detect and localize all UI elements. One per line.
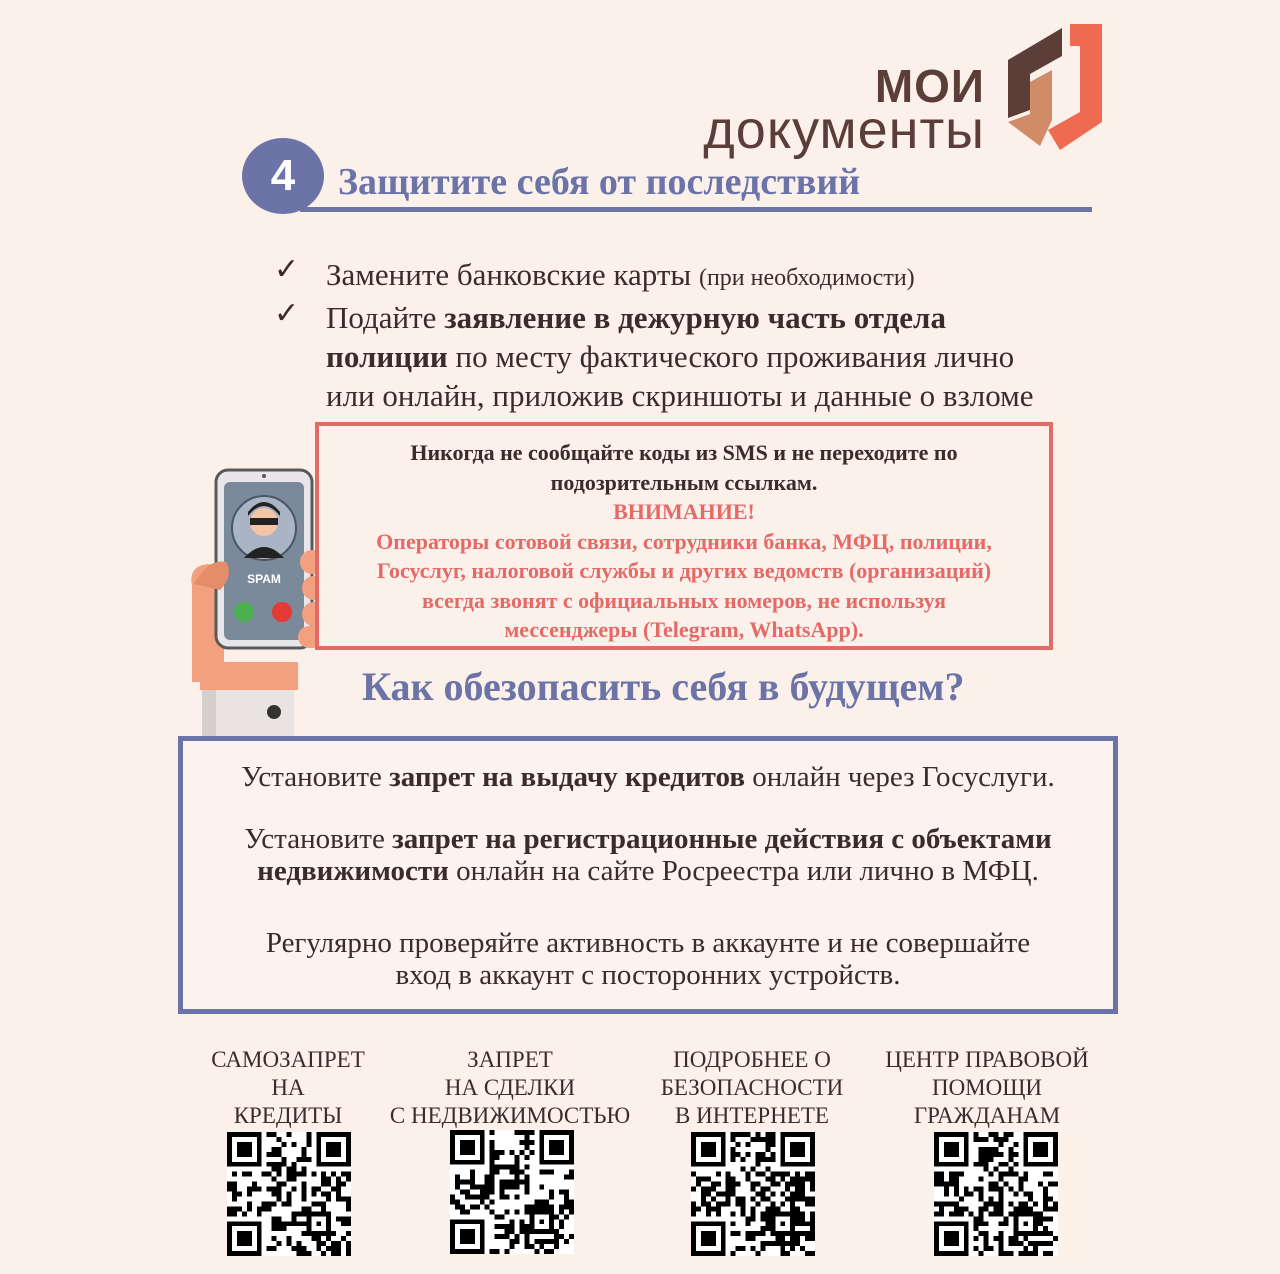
tip-2-line-2: недвижимости онлайн на сайте Росреестра или лично в МФЦ. [257, 855, 1039, 887]
checklist-item-2-bold-2: полиции [326, 339, 448, 374]
warning-line-6: мессенджеры (Telegram, WhatsApp). [504, 617, 864, 642]
qr-code-credits[interactable] [227, 1132, 351, 1256]
checklist-item-2-text-3: или онлайн, приложив скриншоты и данные о взломе [326, 378, 1034, 413]
logo-line-1: МОИ [874, 60, 985, 112]
title-underline [300, 207, 1092, 212]
qr-caption-2: ЗАПРЕТ НА СДЕЛКИ С НЕДВИЖИМОСТЬЮ [389, 1047, 631, 1128]
tip-1: Установите запрет на выдачу кредитов онлайн через Госуслуги. [241, 761, 1055, 793]
tip-2-line-1: Установите запрет на регистрационные действия с объектами [244, 823, 1052, 855]
section-number-badge: 4 [242, 138, 324, 214]
qr-code-legal-help[interactable] [934, 1132, 1058, 1256]
checklist-item-2-bold: заявление в дежурную часть отдела [444, 300, 946, 335]
warning-box [315, 422, 1053, 650]
tip-3-line-1: Регулярно проверяйте активность в аккаунте и не совершайте [265, 927, 1031, 959]
warning-line-4: Госуслуг, налоговой службы и других ведомств (организаций) [376, 558, 992, 583]
checklist-item-2 [326, 298, 1096, 415]
future-section-title: Как обезопасить себя в будущем? [362, 664, 965, 709]
logo-line-2: документы [703, 100, 985, 160]
warning-line-2: подозрительным ссылкам. [550, 469, 818, 495]
check-icon: ✓ [274, 297, 300, 330]
qr-code-real-estate[interactable] [450, 1130, 574, 1254]
warning-attention: ВНИМАНИЕ! [613, 499, 755, 524]
checklist-item-1 [326, 255, 915, 298]
moi-dokumenty-logo-icon [1000, 18, 1110, 158]
checklist-item-1-text: Замените банковские карты [326, 257, 699, 292]
warning-line-3: Операторы сотовой связи, сотрудники банка, МФЦ, полиции, [376, 528, 992, 554]
checklist-item-2-text-2: по месту фактического проживания лично [447, 339, 1015, 374]
qr-caption-1: САМОЗАПРЕТ НА КРЕДИТЫ [211, 1047, 365, 1128]
qr-caption-4: ЦЕНТР ПРАВОВОЙ ПОМОЩИ ГРАЖДАНАМ [885, 1047, 1089, 1128]
checklist-item-2-text: Подайте [326, 300, 445, 335]
tip-3-line-2: вход в аккаунт с посторонних устройств. [395, 959, 901, 991]
qr-caption-3: ПОДРОБНЕЕ О БЕЗОПАСНОСТИ В ИНТЕРНЕТЕ [660, 1047, 844, 1128]
spam-label: SPAM [247, 572, 281, 586]
qr-code-internet-safety[interactable] [691, 1132, 815, 1256]
checklist-item-1-note: (при необходимости) [698, 265, 915, 291]
warning-line-1: Никогда не сообщайте коды из SMS и не переходите по [410, 440, 958, 465]
section-title: Защитите себя от последствий [338, 161, 861, 203]
warning-line-5: всегда звонят с официальных номеров, не используя [421, 587, 946, 613]
check-icon: ✓ [274, 253, 300, 286]
tips-box [178, 736, 1118, 1014]
